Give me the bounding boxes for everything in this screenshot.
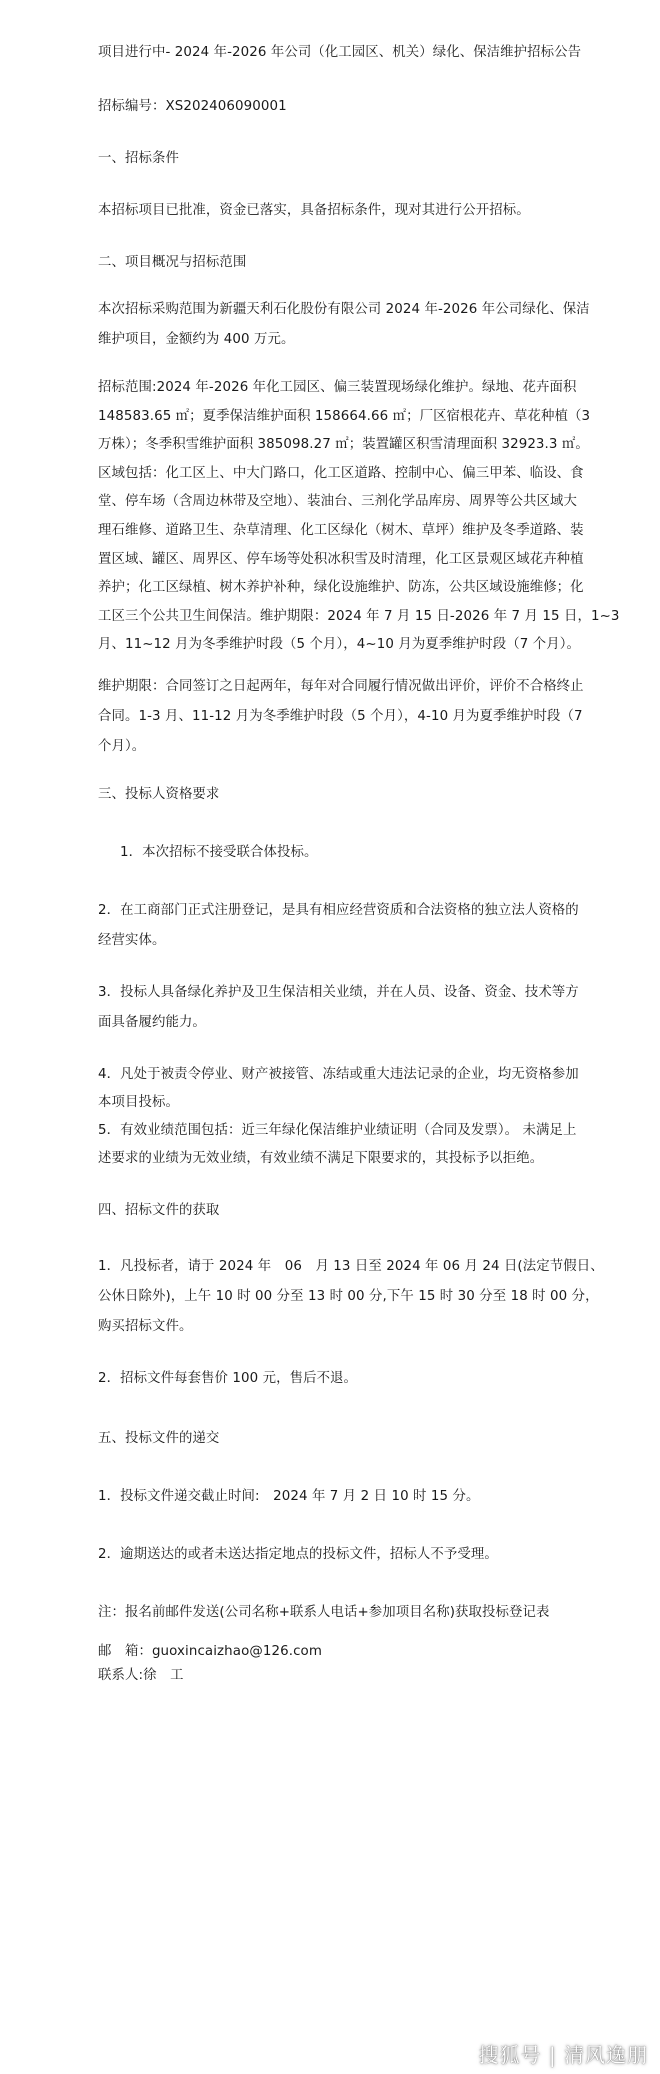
contact-block bbox=[98, 1640, 578, 1688]
section-4-item-2: 2．招标文件每套售价 100 元，售后不退。 bbox=[98, 1371, 358, 1386]
section-2-paragraph-2: 招标范围:2024 年-2026 年化工园区、偏三装置现场绿化维护。绿地、花卉面积 148583.65 ㎡；夏季保洁维护面积 158664.66 ㎡；厂区宿根花卉、草花种植（3 万株）；冬季积雪维护面积 385098.27 ㎡；装置罐区积雪清理面积 32923.3 ㎡。 区域包括：化工区上、中大门路口，化工区道路、控制中心、偏三甲苯、临设、食 堂、停车场（含周边林带及空地）、装油台、三剂化学品库房、周界等公共区域大 理石维修、道路卫生、杂草清理、化工区绿化（树木、草坪）维护及冬季道路、装 置区域、罐区、周界区、停车场等处积冰积雪及时清理，化工区景观区域花卉种植 养护；化工区绿植、树木养护补种，绿化设施维护、防冻，公共区域设施维修；化 工区三个公共卫生间保洁。维护期限：2024 年 7 月 15 日-2026 年 7 月 15 日，1~3 月、11~12 月为冬季维护时段（5 个月），4~10 月为夏季维护时段（7 个月）。 bbox=[98, 380, 620, 653]
bid-number: 招标编号：XS202406090001 bbox=[98, 99, 287, 114]
section-3-heading: 三、投标人资格要求 bbox=[98, 787, 220, 802]
watermark: 搜狐号 | 清风逸朋 bbox=[478, 2043, 648, 2067]
section-5-item-2: 2．逾期送达的或者未送达指定地点的投标文件，招标人不予受理。 bbox=[98, 1547, 498, 1562]
section-3-item-2: 2．在工商部门正式注册登记，是具有相应经营资质和合法资格的独立法人资格的 经营实体。 bbox=[98, 903, 579, 948]
section-3-item-1: 1．本次招标不接受联合体投标。 bbox=[120, 845, 318, 860]
section-1-text: 本招标项目已批准，资金已落实，具备招标条件，现对其进行公开招标。 bbox=[98, 203, 530, 218]
section-4-heading: 四、招标文件的获取 bbox=[98, 1203, 220, 1218]
section-3-item-3: 3．投标人具备绿化养护及卫生保洁相关业绩，并在人员、设备、资金、技术等方 面具备履约能力。 bbox=[98, 985, 579, 1030]
section-3-item-4-5: 4．凡处于被责令停业、财产被接管、冻结或重大违法记录的企业，均无资格参加 本项目投标。 5．有效业绩范围包括：近三年绿化保洁维护业绩证明（合同及发票）。 未满足上 述要求的业绩为无效业绩，有效业绩不满足下限要求的，其投标予以拒绝。 bbox=[98, 1067, 579, 1166]
contact-person: 联系人:徐 工 bbox=[98, 1668, 184, 1683]
section-2-heading: 二、项目概况与招标范围 bbox=[98, 255, 247, 270]
section-4-item-1: 1．凡投标者，请于 2024 年 06 月 13 日至 2024 年 06 月 24 日(法定节假日、 公休日除外)，上午 10 时 00 分至 13 时 00 分,下午 15 时 30 分至 18 时 00 分， 购买招标文件。 bbox=[98, 1259, 604, 1334]
section-1-heading: 一、招标条件 bbox=[98, 151, 179, 166]
section-5-item-1: 1．投标文件递交截止时间: 2024 年 7 月 2 日 10 时 15 分。 bbox=[98, 1489, 480, 1504]
section-2-paragraph-3: 维护期限：合同签订之日起两年，每年对合同履行情况做出评价，评价不合格终止 合同。1-3 月、11-12 月为冬季维护时段（5 个月），4-10 月为夏季维护时段（7 个月）。 bbox=[98, 679, 584, 754]
section-2-paragraph-1: 本次招标采购范围为新疆天利石化股份有限公司 2024 年-2026 年公司绿化、保洁 维护项目，金额约为 400 万元。 bbox=[98, 302, 590, 347]
section-5-heading: 五、投标文件的递交 bbox=[98, 1431, 220, 1446]
registration-note: 注：报名前邮件发送(公司名称+联系人电话+参加项目名称)获取投标登记表 bbox=[98, 1605, 550, 1620]
notice-title: 项目进行中- 2024 年-2026 年公司（化工园区、机关）绿化、保洁维护招标公告 bbox=[98, 45, 582, 60]
contact-email: 邮 箱：guoxincaizhao@126.com bbox=[98, 1644, 322, 1659]
